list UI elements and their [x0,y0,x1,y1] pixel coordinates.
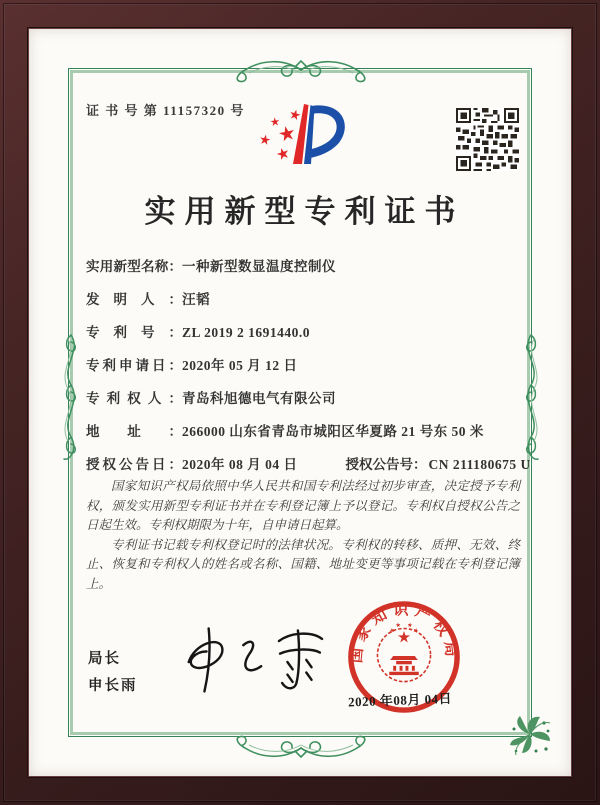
legal-paragraph-1: 国家知识产权局依照中华人民共和国专利法经过初步审查，决定授予专利权，颁发实用新型专利证书并在专利登记簿上予以登记。专利权自授权公告之日起生效。专利权期限为十年，自申请日起算。 [86,479,520,532]
grant-no-group [346,453,531,473]
certificate-paper [27,27,573,778]
field-label: 专利权人： [86,391,182,406]
field-value: 青岛科旭德电气有限公司 [182,391,336,406]
field-value: 2020年 05 月 12 日 [182,358,298,373]
field-value: 266000 山东省青岛市城阳区华夏路 21 号东 50 米 [182,424,484,439]
field-row-name [86,255,522,274]
field-label: 授权公告号： [345,457,427,472]
field-row-patentee [86,387,522,406]
director-title: 局长 [88,651,121,667]
legal-paragraph-2: 专利证书记载专利权登记时的法律状况。专利权的转移、质押、无效、终止、恢复和专利权人的姓名或名称、国籍、地址变更等事项记载在专利登记簿上。 [86,537,520,591]
cnipa-logo [249,92,353,170]
qr-code [456,108,519,171]
director-name: 申长雨 [88,678,138,694]
certificate-number: 证 书 号 第 11157320 号 [86,103,245,118]
field-row-grant [86,453,531,472]
director-block [88,646,138,700]
field-label: 授权公告日： [86,457,182,472]
field-label: 专利号： [86,325,182,340]
certificate-fields [86,255,531,486]
seal-date: 2020 年08月 04日 [347,690,453,710]
certificate-title: 实用新型专利证书 [144,194,465,229]
field-value: 一种新型数显温度控制仪 [182,259,336,274]
director-signature [173,620,343,704]
field-row-filing-date [86,354,522,373]
field-label: 专利申请日： [86,358,182,373]
field-row-patent-no [86,321,522,340]
field-label: 实用新型名称： [86,259,182,274]
field-label: 发明人： [86,292,182,307]
field-value: ZL 2019 2 1691440.0 [182,325,311,340]
grant-date-value: 2020年 08 月 04 日 [182,457,298,472]
field-value: 汪韬 [182,292,210,307]
legal-text [86,477,520,594]
field-label: 地址： [86,424,182,439]
svg-text:国家知识产权局: 国家知识产权局 [348,601,461,664]
grant-no-value: CN 211180675 U [428,457,531,472]
field-row-inventor [86,288,522,307]
field-row-address [86,420,522,439]
